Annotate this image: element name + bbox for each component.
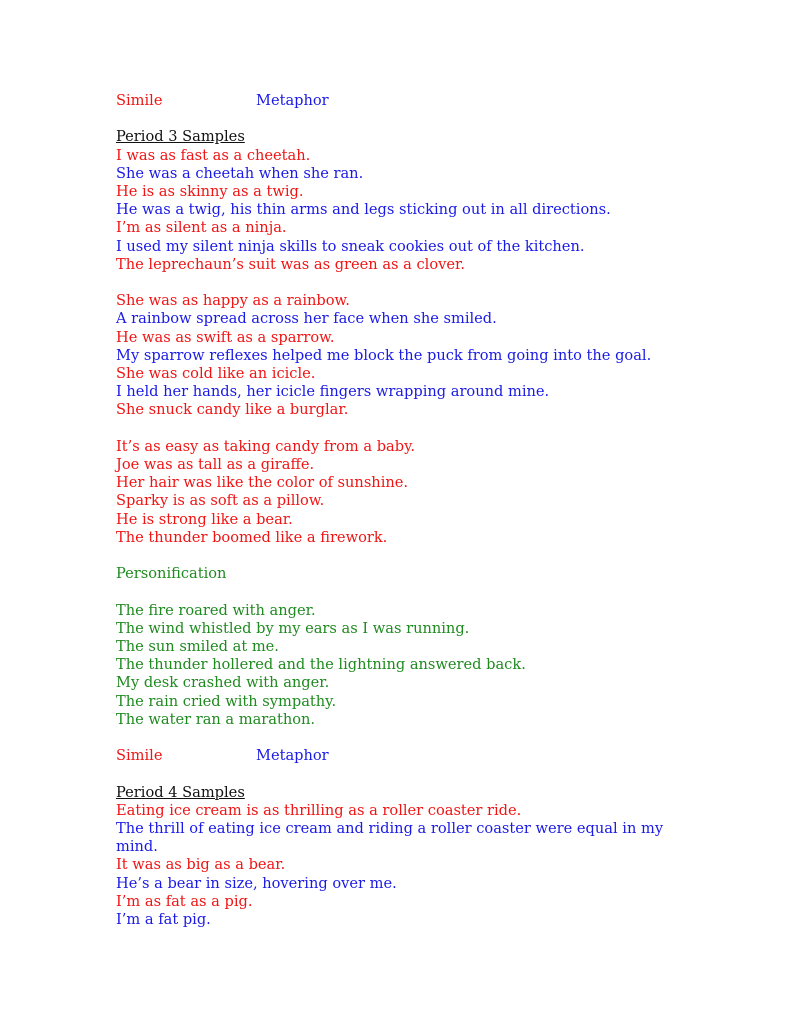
sample-line: I was as fast as a cheetah. [116, 146, 311, 164]
legend-simile-label: Simile [116, 92, 163, 109]
personification-line: The thunder hollered and the lightning answered back. [116, 656, 526, 674]
personification-line: The water ran a marathon. [116, 710, 316, 728]
sample-line: I’m as fat as a pig. [116, 892, 253, 910]
sample-line: My sparrow reflexes helped me block the puck from going into the goal. [116, 346, 652, 364]
legend-metaphor-label: Metaphor [256, 747, 329, 765]
personification-line: The rain cried with sympathy. [116, 692, 337, 710]
sample-line: The leprechaun’s suit was as green as a clover. [116, 255, 466, 273]
sample-line: The thunder boomed like a firework. [116, 528, 388, 546]
spacer [116, 547, 696, 565]
sample-line: A rainbow spread across her face when she smiled. [116, 310, 497, 328]
sample-line: He’s a bear in size, hovering over me. [116, 874, 397, 892]
sample-line: Joe was as tall as a giraffe. [116, 456, 315, 473]
sample-line: Sparky is as soft as a pillow. [116, 492, 325, 510]
sample-line: He was as swift as a sparrow. [116, 328, 335, 346]
period-3-heading: Period 3 Samples [116, 128, 245, 146]
period-3-group-2 [116, 292, 696, 419]
legend-simile-label: Simile [116, 747, 163, 765]
personification-line: The sun smiled at me. [116, 638, 279, 655]
period-3-group-1 [116, 147, 696, 274]
color-legend-period-4 [116, 747, 696, 765]
sample-line: He is as skinny as a twig. [116, 182, 304, 200]
sample-line: He is strong like a bear. [116, 510, 293, 528]
spacer [116, 765, 696, 783]
period-4-heading: Period 4 Samples [116, 783, 245, 801]
sample-line: Eating ice cream is as thrilling as a roller coaster ride. [116, 801, 522, 819]
sample-line: I’m as silent as a ninja. [116, 219, 287, 237]
document-page [116, 92, 696, 929]
sample-line: Her hair was like the color of sunshine. [116, 474, 409, 492]
sample-line: She was as happy as a rainbow. [116, 292, 350, 310]
spacer [116, 729, 696, 747]
spacer [116, 583, 696, 601]
sample-line: It was as big as a bear. [116, 856, 286, 874]
spacer [116, 420, 696, 438]
sample-line: I held her hands, her icicle fingers wrapping around mine. [116, 383, 550, 401]
legend-metaphor-label: Metaphor [256, 92, 329, 109]
personification-heading: Personification [116, 565, 227, 583]
sample-line: The thrill of eating ice cream and riding a roller coaster were equal in my mind. [116, 819, 664, 856]
sample-line: She was a cheetah when she ran. [116, 164, 364, 182]
sample-line: It’s as easy as taking candy from a baby. [116, 437, 416, 455]
sample-line: He was a twig, his thin arms and legs sticking out in all directions. [116, 201, 611, 219]
sample-line: I used my silent ninja skills to sneak cookies out of the kitchen. [116, 237, 585, 255]
spacer [116, 274, 696, 292]
sample-line: She was cold like an icicle. [116, 365, 316, 382]
period-3-section [116, 128, 696, 547]
sample-line: I’m a fat pig. [116, 911, 211, 928]
personification-line: The fire roared with anger. [116, 601, 316, 619]
spacer [116, 110, 696, 128]
period-3-group-3 [116, 438, 696, 547]
personification-section [116, 565, 696, 729]
sample-line: She snuck candy like a burglar. [116, 401, 349, 419]
color-legend-period-3 [116, 92, 696, 110]
personification-line: My desk crashed with anger. [116, 674, 330, 692]
personification-line: The wind whistled by my ears as I was running. [116, 619, 470, 637]
period-4-section [116, 784, 696, 930]
